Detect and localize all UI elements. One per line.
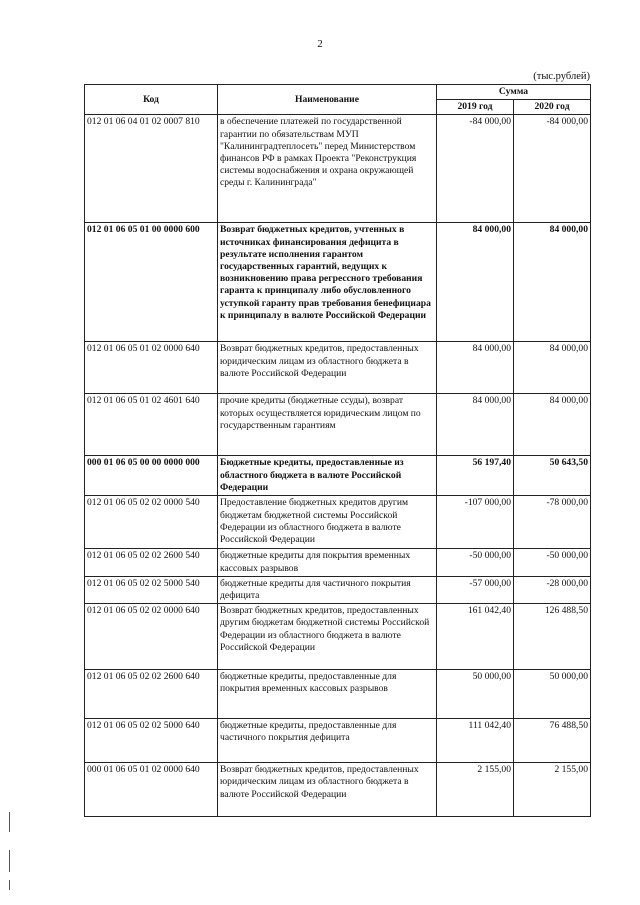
header-code: Код <box>85 85 218 115</box>
row-value-2020: -28 000,00 <box>514 576 591 603</box>
row-value-2019: 84 000,00 <box>437 394 514 456</box>
table-row <box>85 496 591 549</box>
table-row <box>85 763 591 817</box>
row-value-2020: 76 488,50 <box>514 719 591 763</box>
row-value-2019: 161 042,40 <box>437 604 514 670</box>
row-value-2020: -50 000,00 <box>514 549 591 576</box>
row-value-2019: 84 000,00 <box>437 342 514 394</box>
row-code: 012 01 06 05 01 02 4601 640 <box>85 394 218 456</box>
row-value-2020: -78 000,00 <box>514 496 591 549</box>
row-name: Бюджетные кредиты, предоставленные из областного бюджета в валюте Российской Федерации <box>218 456 437 496</box>
units-label: (тыс.рублей) <box>533 71 590 82</box>
row-value-2020: 84 000,00 <box>514 223 591 342</box>
row-code: 012 01 06 05 02 02 0000 540 <box>85 496 218 549</box>
row-value-2019: -107 000,00 <box>437 496 514 549</box>
row-code: 012 01 06 05 02 02 5000 640 <box>85 719 218 763</box>
row-name: Возврат бюджетных кредитов, учтенных в источниках финансирования дефицита в результате исполнения гарантом государственных гарантий, ведущих к возникновению права регрессного требования гаранта к принципалу либо обусловленного уступкой гаранту прав требования бенефициара к принципалу в валюте Российской Федерации <box>218 223 437 342</box>
row-code: 012 01 06 04 01 02 0007 810 <box>85 115 218 223</box>
row-value-2019: -84 000,00 <box>437 115 514 223</box>
row-value-2019: 84 000,00 <box>437 223 514 342</box>
row-value-2020: 126 488,50 <box>514 604 591 670</box>
row-value-2019: 56 197,40 <box>437 456 514 496</box>
header-year-2019: 2019 год <box>437 100 514 115</box>
row-code: 012 01 06 05 02 02 5000 540 <box>85 576 218 603</box>
row-name: бюджетные кредиты для покрытия временных кассовых разрывов <box>218 549 437 576</box>
binding-mark <box>9 880 10 890</box>
row-name: прочие кредиты (бюджетные ссуды), возврат которых осуществляется юридическим лицом по государственным гарантиям <box>218 394 437 456</box>
table-row <box>85 115 591 223</box>
header-sum: Сумма <box>437 85 591 100</box>
row-value-2020: 84 000,00 <box>514 394 591 456</box>
page-number: 2 <box>317 38 323 50</box>
row-value-2019: -57 000,00 <box>437 576 514 603</box>
row-name: Возврат бюджетных кредитов, предоставленных юридическим лицам из областного бюджета в валюте Российской Федерации <box>218 763 437 817</box>
row-value-2020: -84 000,00 <box>514 115 591 223</box>
header-name: Наименование <box>218 85 437 115</box>
table-row <box>85 394 591 456</box>
row-code: 012 01 06 05 02 02 2600 540 <box>85 549 218 576</box>
row-value-2019: 111 042,40 <box>437 719 514 763</box>
row-name: Возврат бюджетных кредитов, предоставленных другим бюджетам бюджетной системы Российской Федерации из областного бюджета в валюте Российской Федерации <box>218 604 437 670</box>
table-row <box>85 670 591 719</box>
header-year-2020: 2020 год <box>514 100 591 115</box>
row-value-2019: -50 000,00 <box>437 549 514 576</box>
row-value-2020: 2 155,00 <box>514 763 591 817</box>
row-code: 000 01 06 05 01 02 0000 640 <box>85 763 218 817</box>
row-code: 000 01 06 05 00 00 0000 000 <box>85 456 218 496</box>
row-value-2020: 50 000,00 <box>514 670 591 719</box>
binding-mark <box>9 812 10 832</box>
table-row <box>85 549 591 576</box>
row-code: 012 01 06 05 01 00 0000 600 <box>85 223 218 342</box>
table-row <box>85 604 591 670</box>
row-name: в обеспечение платежей по государственной гарантии по обязательствам МУП "Калининградтеплосеть" перед Министерством финансов РФ в рамках Проекта "Реконструкция системы водоснабжения и охрана окружающей среды г. Калининграда" <box>218 115 437 223</box>
row-name: Возврат бюджетных кредитов, предоставленных юридическим лицам из областного бюджета в валюте Российской Федерации <box>218 342 437 394</box>
table-row <box>85 223 591 342</box>
row-name: бюджетные кредиты, предоставленные для покрытия временных кассовых разрывов <box>218 670 437 719</box>
table-row <box>85 456 591 496</box>
row-code: 012 01 06 05 01 02 0000 640 <box>85 342 218 394</box>
row-value-2019: 2 155,00 <box>437 763 514 817</box>
row-code: 012 01 06 05 02 02 0000 640 <box>85 604 218 670</box>
row-value-2020: 84 000,00 <box>514 342 591 394</box>
budget-table <box>84 84 591 817</box>
row-name: Предоставление бюджетных кредитов другим бюджетам бюджетной системы Российской Федерации из областного бюджета в валюте Российской Федерации <box>218 496 437 549</box>
row-name: бюджетные кредиты, предоставленные для частичного покрытия дефицита <box>218 719 437 763</box>
row-value-2019: 50 000,00 <box>437 670 514 719</box>
binding-mark <box>9 850 10 872</box>
table-row <box>85 342 591 394</box>
row-name: бюджетные кредиты для частичного покрытия дефицита <box>218 576 437 603</box>
row-code: 012 01 06 05 02 02 2600 640 <box>85 670 218 719</box>
row-value-2020: 50 643,50 <box>514 456 591 496</box>
table-row <box>85 576 591 603</box>
table-row <box>85 719 591 763</box>
